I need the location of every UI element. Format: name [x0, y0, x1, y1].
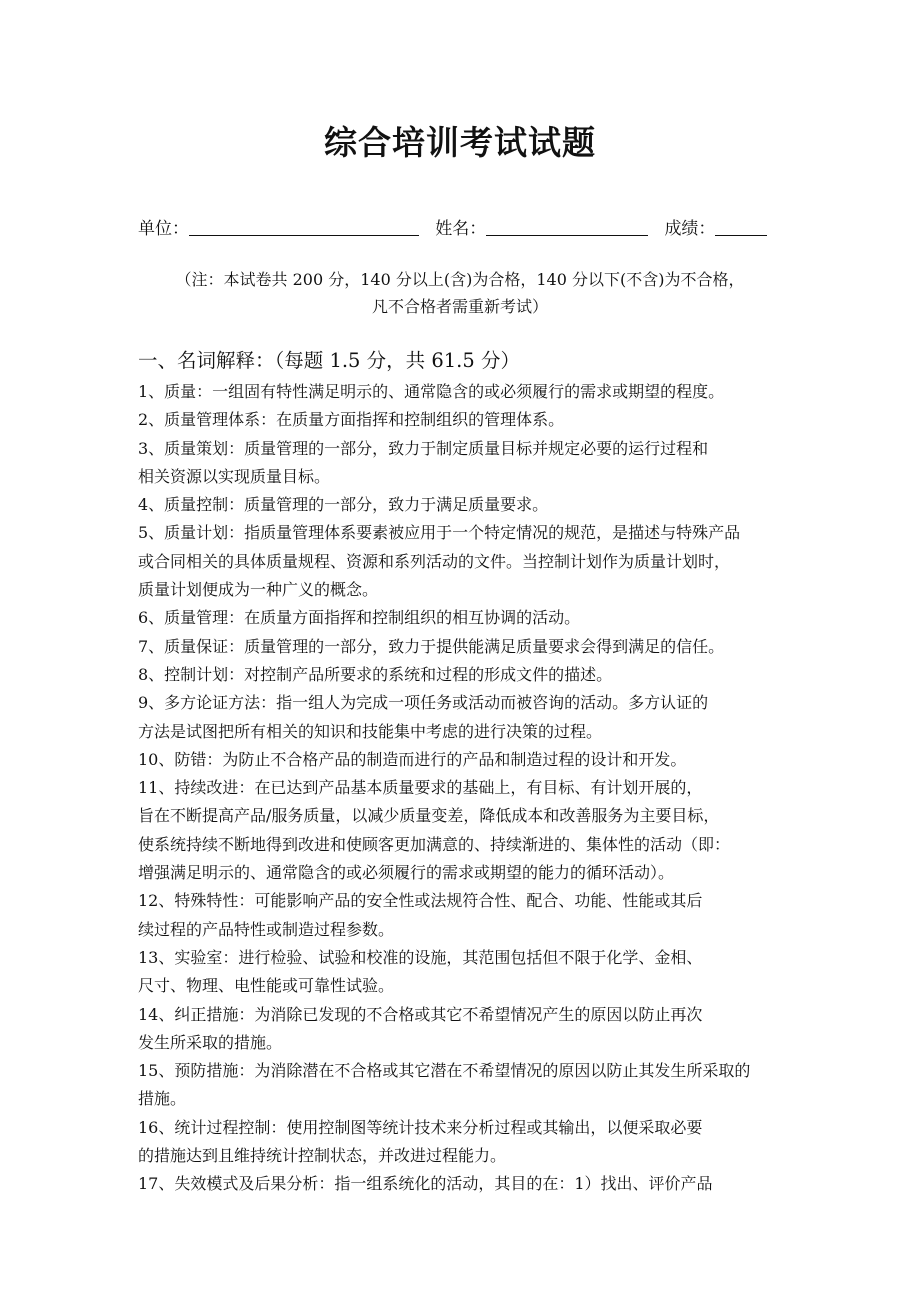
- score-label: 成绩：: [664, 219, 716, 239]
- text-line: 相关资源以实现质量目标。: [138, 466, 331, 486]
- text-line: 15、预防措施：为消除潜在不合格或其它潜在不希望情况的原因以防止其发生所采取的: [138, 1061, 751, 1081]
- text-line: 13、实验室：进行检验、试验和校准的设施，其范围包括但不限于化学、金相、: [138, 947, 703, 967]
- page-title: 综合培训考试试题: [324, 123, 596, 162]
- text-line: 措施。: [138, 1089, 187, 1109]
- name-blank[interactable]: [486, 217, 648, 236]
- note-line: 凡不合格者需重新考试）: [371, 297, 548, 316]
- text-line: 12、特殊特性：可能影响产品的安全性或法规符合性、配合、功能、性能或其后: [138, 891, 703, 911]
- text-line: 尺寸、物理、电性能或可靠性试验。: [138, 976, 395, 996]
- exam-note: [0, 266, 920, 320]
- text-line: 11、持续改进：在已达到产品基本质量要求的基础上，有目标、有计划开展的，: [138, 778, 703, 798]
- unit-label: 单位：: [138, 219, 189, 239]
- text-line: 使系统持续不断地得到改进和使顾客更加满意的、持续渐进的、集体性的活动（即：: [138, 834, 731, 854]
- text-line: 质量计划便成为一种广义的概念。: [138, 580, 379, 600]
- score-blank[interactable]: [715, 217, 767, 236]
- text-line: 或合同相关的具体质量规程、资源和系列活动的文件。当控制计划作为质量计划时，: [138, 551, 731, 571]
- unit-blank[interactable]: [189, 217, 419, 236]
- text-line: 8、控制计划：对控制产品所要求的系统和过程的形成文件的描述。: [138, 664, 613, 684]
- text-line: 5、质量计划：指质量管理体系要素被应用于一个特定情况的规范，是描述与特殊产品: [138, 523, 741, 543]
- text-line: 的措施达到且维持统计控制状态，并改进过程能力。: [138, 1146, 507, 1166]
- section-heading: 一、名词解释：（每题 1.5 分，共 61.5 分）: [138, 349, 520, 372]
- text-line: 发生所采取的措施。: [138, 1032, 283, 1052]
- header-fields: [138, 216, 767, 242]
- text-line: 17、失效模式及后果分析：指一组系统化的活动，其目的在：1）找出、评价产品: [138, 1174, 713, 1194]
- name-label: 姓名：: [435, 219, 487, 239]
- text-line: 16、统计过程控制：使用控制图等统计技术来分析过程或其输出，以便采取必要: [138, 1117, 703, 1137]
- text-line: 增强满足明示的、通常隐含的或必须履行的需求或期望的能力的循环活动）。: [138, 863, 675, 883]
- text-line: 4、质量控制：质量管理的一部分，致力于满足质量要求。: [138, 495, 549, 515]
- definitions-list: [138, 378, 858, 1199]
- text-line: 9、多方论证方法：指一组人为完成一项任务或活动而被咨询的活动。多方认证的: [138, 693, 709, 713]
- text-line: 10、防错：为防止不合格产品的制造而进行的产品和制造过程的设计和开发。: [138, 749, 687, 769]
- text-line: 1、质量：一组固有特性满足明示的、通常隐含的或必须履行的需求或期望的程度。: [138, 382, 725, 401]
- text-line: 3、质量策划：质量管理的一部分，致力于制定质量目标并规定必要的运行过程和: [138, 438, 709, 458]
- text-line: 旨在不断提高产品/服务质量，以减少质量变差，降低成本和改善服务为主要目标，: [138, 806, 720, 826]
- text-line: 7、质量保证：质量管理的一部分，致力于提供能满足质量要求会得到满足的信任。: [138, 636, 725, 656]
- note-line: （注：本试卷共 200 分，140 分以上(含)为合格，140 分以下(不含)为不合格，: [175, 270, 745, 289]
- text-line: 2、质量管理体系：在质量方面指挥和控制组织的管理体系。: [138, 410, 565, 430]
- text-line: 续过程的产品特性或制造过程参数。: [138, 919, 395, 939]
- text-line: 6、质量管理：在质量方面指挥和控制组织的相互协调的活动。: [138, 608, 581, 628]
- text-line: 14、纠正措施：为消除已发现的不合格或其它不希望情况产生的原因以防止再次: [138, 1004, 703, 1024]
- text-line: 方法是试图把所有相关的知识和技能集中考虑的进行决策的过程。: [138, 721, 603, 741]
